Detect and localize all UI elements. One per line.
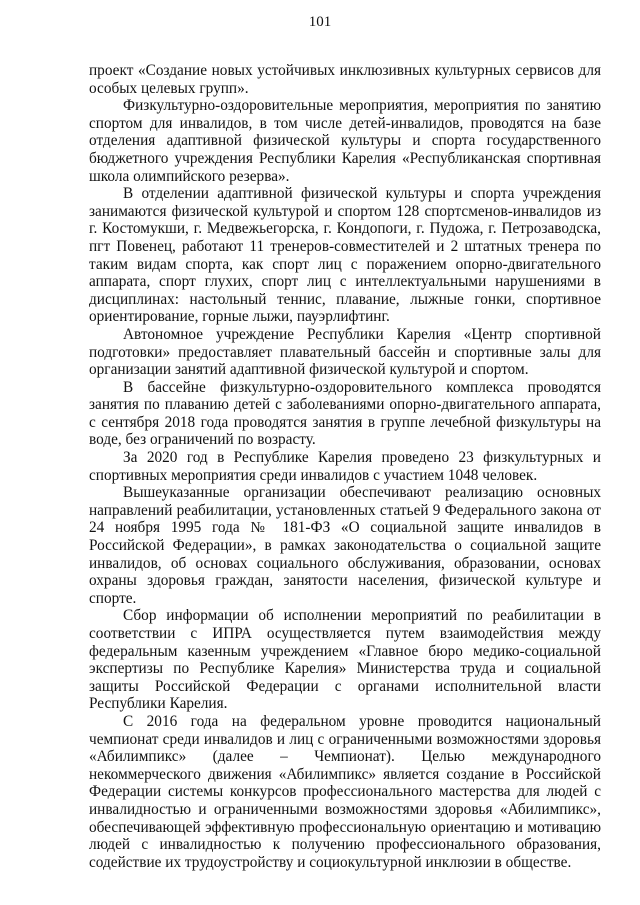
paragraph-2020-events: За 2020 год в Республике Карелия проведено 23 физкультурных и спортивных мероприятия среди инвалидов с участием 1048 человек.: [89, 449, 601, 484]
paragraph-training-center: Автономное учреждение Республики Карелия «Центр спортивной подготовки» предоставляет плавательный бассейн и спортивные залы для организации занятий адаптивной физической культурой и спортом.: [89, 325, 601, 379]
document-body: [89, 62, 601, 871]
page-number: 101: [308, 14, 332, 30]
paragraph-continuation: проект «Создание новых устойчивых инклюзивных культурных сервисов для особых целевых групп».: [89, 62, 601, 97]
paragraph-ipra: Сбор информации об исполнении мероприятий по реабилитации в соответствии с ИПРА осуществляется путем взаимодействия между федеральным казенным учреждением «Главное бюро медико-социальной экспертизы по Республике Карелия» Министерства труда и социальной защиты Российской Федерации с органами исполнительной власти Республики Карелия.: [89, 607, 601, 713]
paragraph-abilympics: С 2016 года на федеральном уровне проводится национальный чемпионат среди инвалидов и лиц с ограниченными возможностями здоровья «Абилимпикс» (далее – Чемпионат). Целью международного некоммерческого движения «Абилимпикс» является создание в Российской Федерации системы конкурсов профессионального мастерства для людей с инвалидностью и ограниченными возможностями здоровья «Абилимпикс», обеспечивающей эффективную профессиональную ориентацию и мотивацию людей с инвалидностью к получению профессионального образования, содействие их трудоустройству и социокультурной инклюзии в обществе.: [89, 712, 601, 871]
paragraph-pool: В бассейне физкультурно-оздоровительного комплекса проводятся занятия по плаванию детей с заболеваниями опорно-двигательного аппарата, с сентября 2018 года проводятся занятия в группе лечебной физкультуры на воде, без ограничений по возрасту.: [89, 378, 601, 449]
paragraph-sports-events: Физкультурно-оздоровительные мероприятия, мероприятия по занятию спортом для инвалидов, в том числе детей-инвалидов, проводятся на базе отделения адаптивной физической культуры и спорта государственного бюджетного учреждения Республики Карелия «Республиканская спортивная школа олимпийского резерва».: [89, 97, 601, 185]
paragraph-adaptive-department: В отделении адаптивной физической культуры и спорта учреждения занимаются физической культурой и спортом 128 спортсменов-инвалидов из г. Костомукши, г. Медвежьегорска, г. Кондопоги, г. Пудожа, г. Петрозаводска, пгт Повенец, работают 11 тренеров-совместителей и 2 штатных тренера по таким видам спорта, как спорт лиц с поражением опорно-двигательного аппарата, спорт глухих, спорт лиц с интеллектуальными нарушениями в дисциплинах: настольный теннис, плавание, лыжные гонки, спортивное ориентирование, горные лыжи, пауэрлифтинг.: [89, 185, 601, 326]
paragraph-rehabilitation: Вышеуказанные организации обеспечивают реализацию основных направлений реабилитации, установленных статьей 9 Федерального закона от 24 ноября 1995 года № 181-ФЗ «О социальной защите инвалидов в Российской Федерации», в рамках законодательства о социальной защите инвалидов, об основах социального обслуживания, образовании, основах охраны здоровья граждан, занятости населения, физической культуре и спорте.: [89, 484, 601, 607]
